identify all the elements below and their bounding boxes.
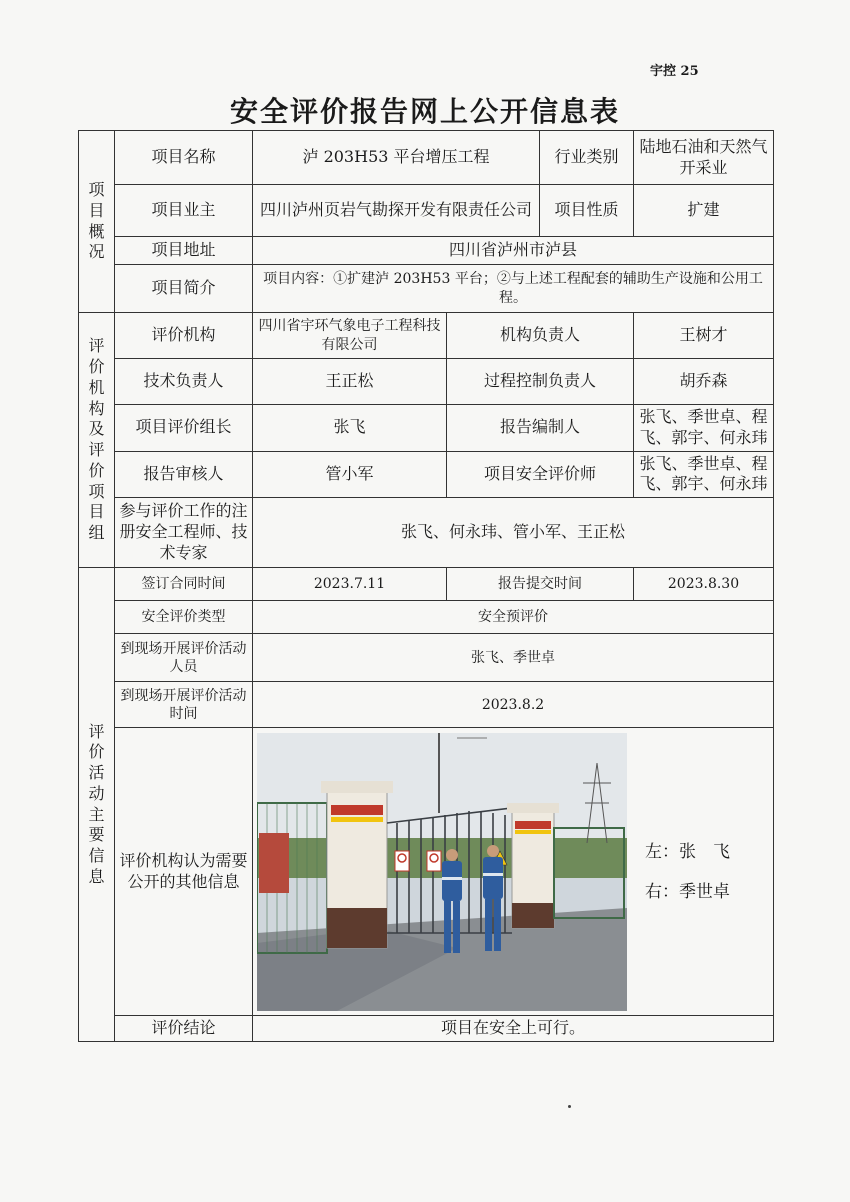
contract-date-value: 2023.7.11 xyxy=(253,568,447,601)
nature-label: 项目性质 xyxy=(540,185,634,237)
photo-caption-left: 左：张 飞 xyxy=(645,841,730,862)
conclusion-value: 项目在安全上可行。 xyxy=(253,1016,774,1042)
owner-value: 四川泸州页岩气勘探开发有限责任公司 xyxy=(253,185,540,237)
report-writer-value: 张飞、季世卓、程飞、郭宇、何永玮 xyxy=(634,405,774,452)
agency-label: 评价机构 xyxy=(115,313,253,359)
page-title: 安全评价报告网上公开信息表 xyxy=(229,95,620,128)
agency-head-label: 机构负责人 xyxy=(447,313,634,359)
tech-lead-label: 技术负责人 xyxy=(115,359,253,405)
address-label: 项目地址 xyxy=(115,237,253,265)
agency-value: 四川省宇环气象电子工程科技有限公司 xyxy=(253,313,447,359)
site-photo xyxy=(257,733,627,1011)
contract-date-label: 签订合同时间 xyxy=(115,568,253,601)
agency-head-value: 王树才 xyxy=(634,313,774,359)
owner-label: 项目业主 xyxy=(115,185,253,237)
project-name-value: 泸 203H53 平台增压工程 xyxy=(253,131,540,185)
other-info-label: 评价机构认为需要公开的其他信息 xyxy=(115,728,253,1016)
site-staff-label: 到现场开展评价活动人员 xyxy=(115,634,253,682)
team-lead-value: 张飞 xyxy=(253,405,447,452)
brief-label: 项目简介 xyxy=(115,265,253,313)
photo-caption-right: 右：季世卓 xyxy=(645,881,730,902)
eval-type-value: 安全预评价 xyxy=(253,601,774,634)
report-writer-label: 报告编制人 xyxy=(447,405,634,452)
process-lead-value: 胡乔森 xyxy=(634,359,774,405)
scan-speck xyxy=(568,1105,571,1108)
site-staff-value: 张飞、季世卓 xyxy=(253,634,774,682)
project-name-label: 项目名称 xyxy=(115,131,253,185)
section-org: 评价机构及评价项目组 xyxy=(79,313,115,568)
eval-type-label: 安全评价类型 xyxy=(115,601,253,634)
process-lead-label: 过程控制负责人 xyxy=(447,359,634,405)
document-code: 宇控 25 xyxy=(650,64,699,79)
nature-value: 扩建 xyxy=(634,185,774,237)
info-table xyxy=(78,130,774,1042)
section-activity: 评价活动主要信息 xyxy=(79,568,115,1042)
site-time-label: 到现场开展评价活动时间 xyxy=(115,682,253,728)
reviewer-label: 报告审核人 xyxy=(115,451,253,498)
tech-lead-value: 王正松 xyxy=(253,359,447,405)
section-overview: 项目概况 xyxy=(79,131,115,313)
team-lead-label: 项目评价组长 xyxy=(115,405,253,452)
industry-label: 行业类别 xyxy=(540,131,634,185)
conclusion-label: 评价结论 xyxy=(115,1016,253,1042)
engineers-value: 张飞、何永玮、管小军、王正松 xyxy=(253,498,774,568)
reviewer-value: 管小军 xyxy=(253,451,447,498)
address-value: 四川省泸州市泸县 xyxy=(253,237,774,265)
other-info-cell xyxy=(253,728,774,1016)
safety-assessor-value: 张飞、季世卓、程飞、郭宇、何永玮 xyxy=(634,451,774,498)
safety-assessor-label: 项目安全评价师 xyxy=(447,451,634,498)
industry-value: 陆地石油和天然气开采业 xyxy=(634,131,774,185)
engineers-label: 参与评价工作的注册安全工程师、技术专家 xyxy=(115,498,253,568)
site-time-value: 2023.8.2 xyxy=(253,682,774,728)
submit-date-label: 报告提交时间 xyxy=(447,568,634,601)
brief-value: 项目内容：①扩建泸 203H53 平台；②与上述工程配套的辅助生产设施和公用工程。 xyxy=(253,265,774,313)
submit-date-value: 2023.8.30 xyxy=(634,568,774,601)
